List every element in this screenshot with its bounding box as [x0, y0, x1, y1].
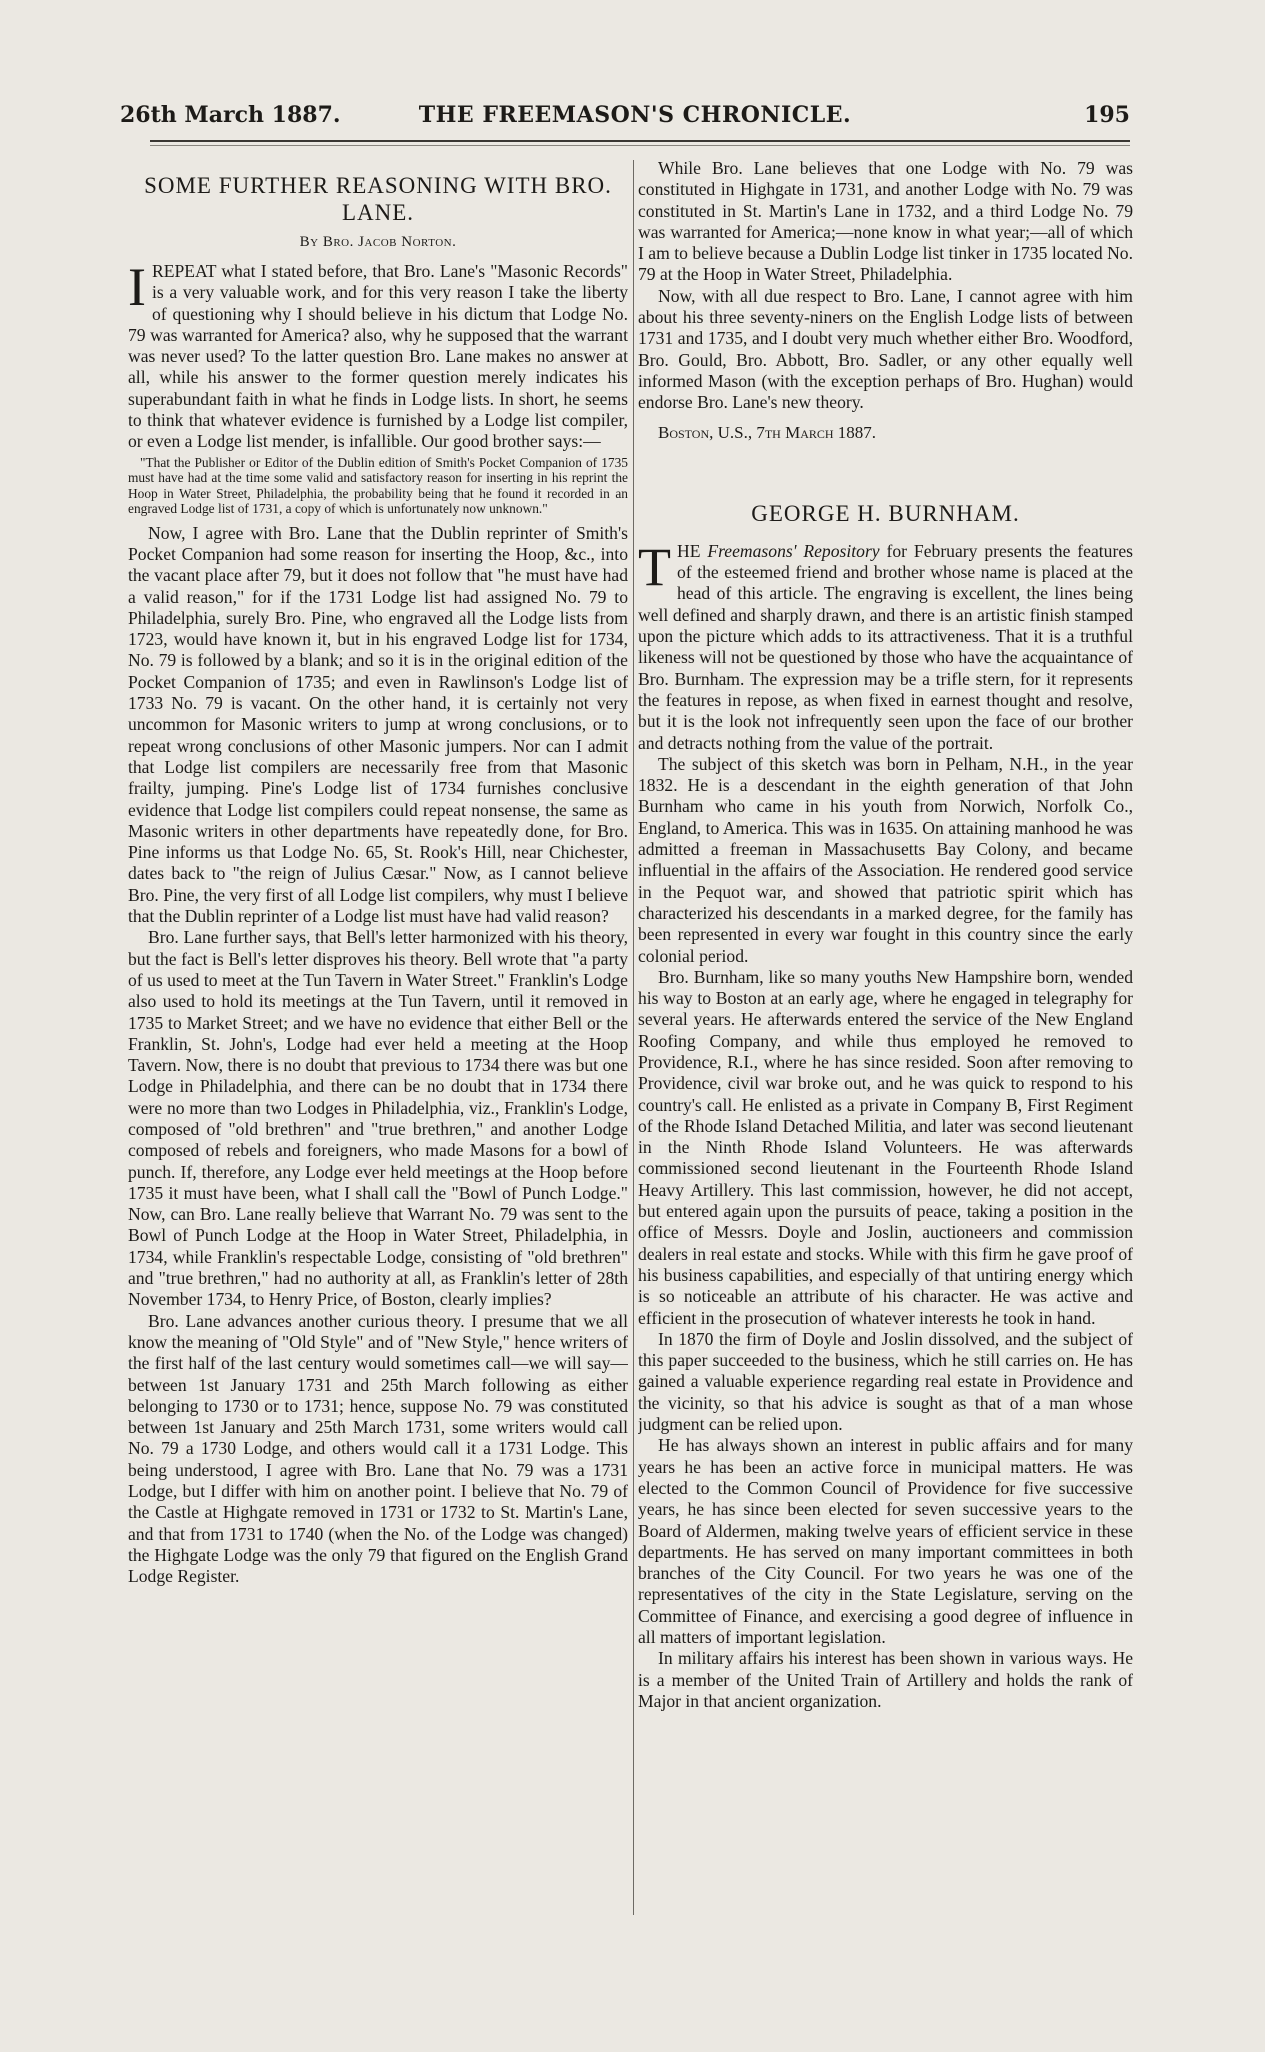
article-paragraph: Bro. Lane further says, that Bell's letter harmonized with his theory, but the fact is Bell's letter disproves his theory. Bell wrote that "a party of us used to meet at the Tun Tavern in Water Street." Franklin's Lodge also used to hold its meetings at the Tun Tavern, until it removed in 1735 to Market Street; and we have no evidence that either Bell or the Franklin, St. John's, Lodge had ever held a meeting at the Hoop Tavern. Now, there is no doubt that previous to 1734 there was but one Lodge in Philadelphia, and there can be no doubt that in 1734 there were no more than two Lodges in Philadelphia, viz., Franklin's Lodge, composed of "old brethren" and "true brethren," and another Lodge composed of rebels and foreigners, who made Masons for a bowl of punch. If, therefore, any Lodge ever held meetings at the Hoop before 1735 it must have been, what I shall call the "Bowl of Punch Lodge." Now, can Bro. Lane really believe that Warrant No. 79 was sent to the Bowl of Punch Lodge at the Hoop in Water Street, Philadelphia, in 1734, while Franklin's respectable Lodge, consisting of "old brethren" and "true brethren," had no authority at all, as Franklin's letter of 28th November 1734, to Henry Price, of Boston, clearly implies? [128, 927, 628, 1310]
header-rule-thin [150, 145, 1130, 146]
drop-cap: T [638, 536, 671, 597]
issue-date: 26th March 1887. [120, 102, 341, 128]
block-quote: "That the Publisher or Editor of the Dublin edition of Smith's Pocket Companion of 1735 must have had at the time some valid and satisfactory reason for inserting in his reprint the Hoop in Water Street, Philadelphia, the probability being that he found it recorded in an engraved Lodge list of 1731, a copy of which is unfortunately now unknown." [128, 454, 628, 517]
publication-title: THE FREEMASON'S CHRONICLE. [418, 102, 852, 128]
article-paragraph: Now, I agree with Bro. Lane that the Dublin reprinter of Smith's Pocket Companion had some reason for inserting the Hoop, &c., into the vacant place after 79, but it does not follow that "he must have had a valid reason," for if the 1731 Lodge list had assigned No. 79 to Philadelphia, surely Bro. Pine, who engraved all the Lodge lists from 1723, would have known it, but in his engraved Lodge list for 1734, No. 79 is followed by a blank; and so it is in the original edition of the Pocket Companion of 1735; and even in Rawlinson's Lodge list of 1733 No. 79 is vacant. On the other hand, it is certainly not very uncommon for Masonic writers to jump at wrong conclusions, or to repeat wrong conclusions of other Masonic jumpers. Nor can I admit that Lodge list compilers are necessarily free from that Masonic frailty, jumping. Pine's Lodge list of 1734 furnishes conclusive evidence that Lodge list compilers could repeat nonsense, the same as Masonic writers in other departments have repeatedly done, for Bro. Pine informs us that Lodge No. 65, St. Rook's Hill, near Chichester, dates back to "the reign of Julius Cæsar." Now, as I cannot believe Bro. Pine, the very first of all Lodge list compilers, why must I believe that the Dublin reprinter of a Lodge list must have had valid reason? [128, 522, 628, 927]
article-paragraph: While Bro. Lane believes that one Lodge with No. 79 was constituted in Highgate in 1731, and another Lodge with No. 79 was constituted in St. Martin's Lane in 1732, and a third Lodge No. 79 was warranted for America;—none know in what year;—all of which I am to believe because a Dublin Lodge list tinker in 1735 located No. 79 at the Hoop in Water Street, Philadelphia. [638, 158, 1133, 285]
article-title: GEORGE H. BURNHAM. [751, 500, 1020, 526]
article-paragraph: Now, with all due respect to Bro. Lane, I cannot agree with him about his three seventy-niners on the English Lodge lists of between 1731 and 1735, and I doubt very much whether either Bro. Woodford, Bro. Gould, Bro. Abbott, Bro. Sadler, or any other equally well informed Mason (with the exception perhaps of Bro. Hughan) would endorse Bro. Lane's new theory. [638, 285, 1133, 413]
article-signoff: Boston, U.S., 7th March 1887. [658, 422, 877, 442]
header-rule [150, 140, 1130, 142]
article-separator [638, 443, 1133, 495]
article-paragraph: In military affairs his interest has been shown in various ways. He is a member of the United Train of Artillery and holds the rank of Major in that ancient organization. [638, 1648, 1133, 1711]
article-paragraph: The subject of this sketch was born in Pelham, N.H., in the year 1832. He is a descendant in the eighth generation of that John Burnham who came in his youth from Norwich, Norfolk Co., England, to America. This was in 1635. On attaining manhood he was admitted a freeman in Massachusetts Bay Colony, and became influential in the affairs of the Association. He rendered good service in the Pequot war, and showed that patriotic spirit which has characterized his descendants in a marked degree, for the family has been represented in every war fought in this country since the early colonial period. [638, 753, 1133, 966]
article-paragraph: Bro. Lane advances another curious theory. I presume that we all know the meaning of "Old Style" and of "New Style," hence writers of the first half of the last century would sometimes call—we will say—between 1st January 1731 and 25th March following as either belonging to 1730 or to 1731; hence, suppose No. 79 was constituted between 1st January and 25th March 1731, some writers would call No. 79 a 1730 Lodge, and others would call it a 1731 Lodge. This being understood, I agree with Bro. Lane that No. 79 was a 1731 Lodge, but I differ with him on another point. I believe that No. 79 of the Castle at Highgate removed in 1731 or 1732 to St. Martin's Lane, and that from 1731 to 1740 (when the No. of the Lodge was changed) the Highgate Lodge was the only 79 that figured on the English Grand Lodge Register. [128, 1310, 628, 1587]
article-title: SOME FURTHER REASONING WITH BRO. LANE. [144, 173, 612, 225]
drop-cap: I [128, 257, 146, 317]
article-paragraph [638, 536, 1133, 754]
article-paragraph: In 1870 the firm of Doyle and Joslin dissolved, and the subject of this paper succeeded to the business, which he still carries on. He has gained a valuable experience regarding real estate in Providence and the vicinity, so that his advice is sought as that of a man whose judgment can be relied upon. [638, 1328, 1133, 1435]
article-paragraph [128, 257, 628, 453]
article-byline: By Bro. Jacob Norton. [299, 234, 457, 250]
paragraph-text: for February presents the features of the esteemed friend and brother whose name is placed at the head of this article. The engraving is excellent, the lines being well defined and sharply drawn, and there is an artistic finish stamped upon the picture which adds to its attractiveness. That it is a truthful likeness will not be questioned by those who have the acquaintance of Bro. Burnham. The expression may be a trifle stern, for it represents the features in repose, as when fixed in earnest thought and resolve, but it is the look not infrequently seen upon the face of our brother and detracts nothing from the value of the portrait. [638, 540, 1133, 753]
article-paragraph: He has always shown an interest in public affairs and for many years he has been an active force in municipal matters. He was elected to the Common Council of Providence for five successive years, he has since been elected for seven successive years to the Board of Aldermen, making twelve years of efficient service in these departments. He has served on many important committees in both branches of the City Council. For two years he was one of the representatives of the city in the State Legislature, serving on the Committee of Finance, and exercising a good degree of influence in all matters of important legislation. [638, 1435, 1133, 1647]
paragraph-lead: HE [677, 540, 708, 561]
page-header [120, 98, 1130, 138]
paragraph-text: REPEAT what I stated before, that Bro. Lane's "Masonic Records" is a very valuable work, and for this very reason I take the liberty of questioning why I should believe in his dictum that Lodge No. 79 was warranted for America? also, why he supposed that the warrant was never used? To the latter question Bro. Lane makes no answer at all, while his answer to the former question merely indicates his superabundant faith in what he finds in Lodge lists. In short, he seems to think that whatever evidence is furnished by a Lodge list compiler, or even a Lodge list mender, is infallible. Our good brother says:— [128, 261, 628, 452]
article-paragraph: Bro. Burnham, like so many youths New Hampshire born, wended his way to Boston at an early age, where he engaged in telegraphy for several years. He afterwards entered the service of the New England Roofing Company, and while thus employed he removed to Providence, R.I., where he has since resided. Soon after removing to Providence, civil war broke out, and he was quick to respond to his country's call. He enlisted as a private in Company B, First Regiment of the Rhode Island Detached Militia, and later was second lieutenant in the Ninth Rhode Island Volunteers. He was afterwards commissioned second lieutenant in the Fourteenth Rhode Island Heavy Artillery. This last commission, however, he did not accept, but entered again upon the pursuits of peace, taking a position in the office of Messrs. Doyle and Joslin, auctioneers and commission dealers in real estate and stocks. While with this firm he gave proof of his business capabilities, and especially of that untiring energy which is so noticeable an attribute of his character. He was active and efficient in the prosecution of whatever interests he took in hand. [638, 966, 1133, 1328]
left-column [128, 158, 628, 1918]
publication-name: Freemasons' Repository [707, 540, 880, 561]
right-column [638, 158, 1133, 1918]
page-number: 195 [1084, 102, 1130, 128]
column-divider [633, 160, 634, 1915]
